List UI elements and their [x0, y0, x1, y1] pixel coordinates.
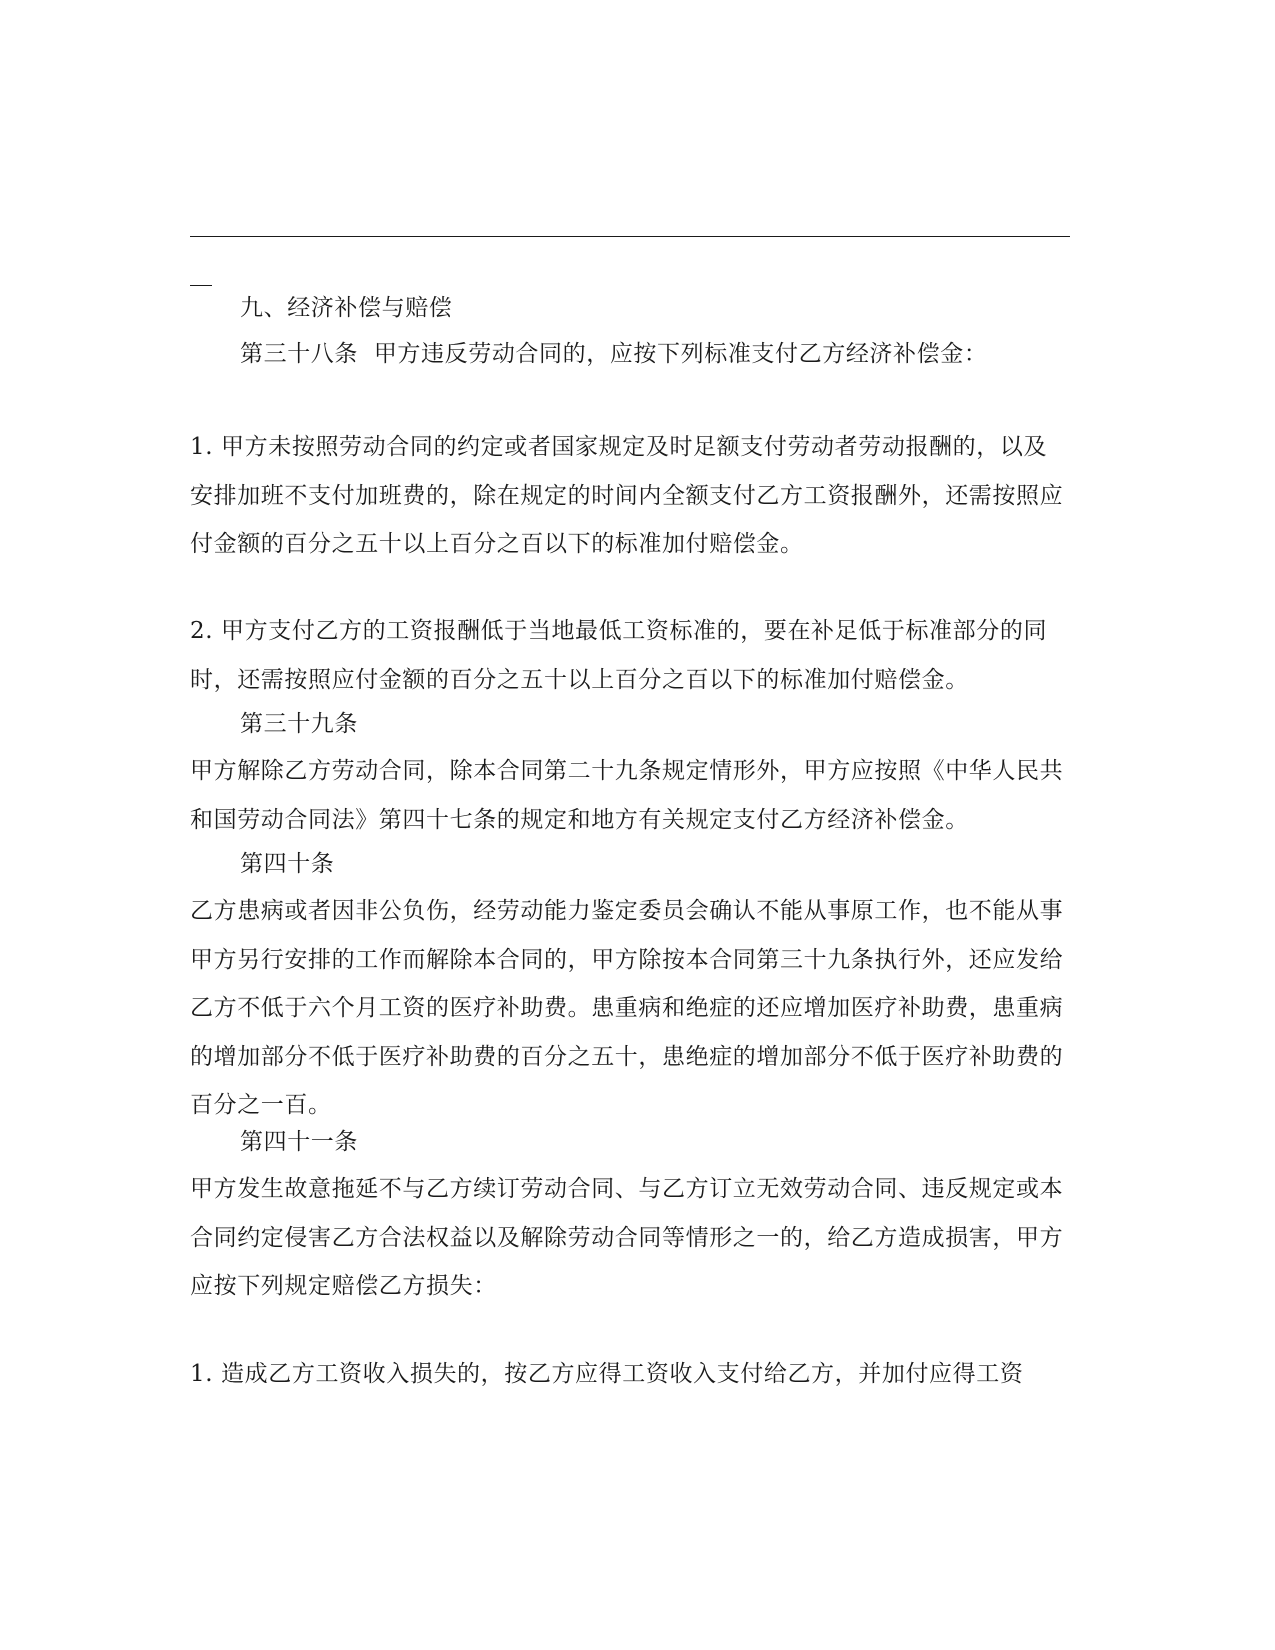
article-40-text: 乙方患病或者因非公负伤，经劳动能力鉴定委员会确认不能从事原工作，也不能从事甲方另行安排的工作而解除本合同的，甲方除按本合同第三十九条执行外，还应发给乙方不低于六个月工资的医疗补助费。患重病和绝症的还应增加医疗补助费，患重病的增加部分不低于医疗补助费的百分之五十，患绝症的增加部分不低于医疗补助费的百分之一百。 — [190, 898, 1064, 1118]
separator-line — [190, 236, 1070, 237]
article-41-title: 第四十一条 — [240, 1129, 358, 1155]
article-39-title: 第三十九条 — [240, 711, 358, 737]
article-40-title: 第四十条 — [240, 851, 335, 877]
article-41-text: 甲方发生故意拖延不与乙方续订劳动合同、与乙方订立无效劳动合同、违反规定或本合同约定侵害乙方合法权益以及解除劳动合同等情形之一的，给乙方造成损害，甲方应按下列规定赔偿乙方损失： — [190, 1176, 1064, 1299]
article-38-text: 甲方违反劳动合同的，应按下列标准支付乙方经济补偿金： — [373, 341, 988, 367]
article-38-title: 第三十八条 — [240, 341, 358, 367]
item-41-1: 1. 造成乙方工资收入损失的，按乙方应得工资收入支付给乙方，并加付应得工资 — [190, 1361, 1024, 1387]
article-38 — [190, 330, 1070, 379]
item-38-2: 2. 甲方支付乙方的工资报酬低于当地最低工资标准的，要在补足低于标准部分的同时，还需按照应付金额的百分之五十以上百分之百以下的标准加付赔偿金。 — [190, 618, 1048, 693]
section-heading: 九、经济补偿与赔偿 — [240, 295, 453, 321]
item-38-1: 1. 甲方未按照劳动合同的约定或者国家规定及时足额支付劳动者劳动报酬的，以及安排加班不支付加班费的，除在规定的时间内全额支付乙方工资报酬外，还需按照应付金额的百分之五十以上百分之百以下的标准加付赔偿金。 — [190, 434, 1064, 557]
article-39-text: 甲方解除乙方劳动合同，除本合同第二十九条规定情形外，甲方应按照《中华人民共和国劳动合同法》第四十七条的规定和地方有关规定支付乙方经济补偿金。 — [190, 758, 1064, 833]
